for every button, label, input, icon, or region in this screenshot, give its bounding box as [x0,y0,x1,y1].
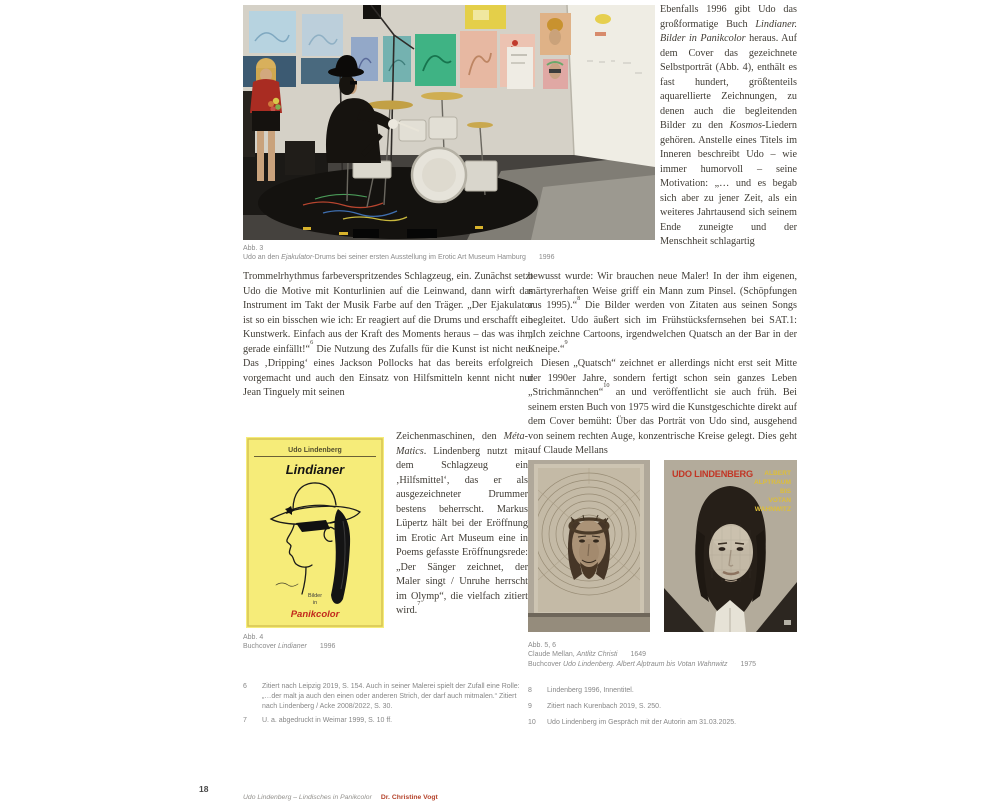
running-title: Udo Lindenberg – Lindisches in Panikcolor [243,794,372,801]
figure-4-label: Abb. 4 [243,634,264,641]
footnote-6 [243,682,523,711]
body-text-left: Trommelrhythmus farbeverspritzendes Schlagzeug, ein. Zunächst setzt Udo die Motive mit Konturlinien auf die Leinwand, dann wirft das Instrument im Takt der Musik Farbe auf den Träger. „Der Ejakulator ist so ein bisschen wie ich: Er reagiert auf die Drums und erschafft ein Kunstwerk. Einfach aus der Kraft des Moments heraus – das was ihm gerade einfällt!“$^6$ Die Nutzung des Zufalls für die Kunst ist nicht neu. Das ‚Dripping‘ eines Jackson Pollocks hat das bereits erfolgreich vorgemacht und auch den Einsatz von Hilfsmitteln kennt nicht nur Jean Tinguely mit seinen [243,271,533,398]
author-name: Dr. Christine Vogt [380,794,438,801]
lindianer-sub2: in [312,600,318,606]
footnotes-left [243,682,523,731]
figure-6-album-cover [664,460,797,632]
footnote-9 [528,702,813,712]
figure-56-caption [528,641,828,669]
figure-4-caption [243,633,503,652]
figure-3-label: Abb. 3 [243,245,264,252]
lindianer-cover-illustration [246,437,384,628]
footnote-6-number: 6 [243,683,247,690]
figure-6-caption-text: Buchcover Udo Lindenberg. Albert Alptraum bis Votan Wahnwitz [528,660,728,668]
footnote-10-text: Udo Lindenberg im Gespräch mit der Autorin am 31.03.2025. [547,718,737,726]
figure-4-caption-text: Buchcover Lindianer [243,643,307,651]
footer-line [243,786,438,804]
lindianer-sub3-panikcolor: Panikcolor [290,609,340,620]
footnote-7-number: 7 [243,717,247,725]
figure-4-year: 1996 [319,643,336,651]
footnote-9-text: Zitiert nach Kurenbach 2019, S. 250. [547,702,662,710]
svg-text:ALBERT: ALBERT [764,470,791,477]
footnote-10-number: 10 [528,718,536,726]
lindianer-title: Lindianer [285,462,345,477]
body-text-right-wide [528,270,797,458]
footnote-6-text: Zitiert nach Leipzig 2019, S. 154. Auch in seiner Malerei spielt der Zufall eine Rolle: „…der malt ja auch den einen oder anderen Strich, der darf auch mitmalen.“ Zitiert nach Lindenberg / Acke 2008/2022, S. 30. [262,683,520,710]
page-number: 18 [199,784,209,794]
figure-3-caption [243,244,655,263]
figure-3-photo [243,5,655,240]
svg-text:VOTAN: VOTAN [768,497,791,504]
album-cover-illustration [664,460,797,632]
body-text-middle: Zeichenmaschinen, den Méta-Matics. Lindenberg nutzt mit dem Schlagzeug ein ‚Hilfsmittel‘, das er als ausgezeichneter Drummer bestens beherrscht. Markus Lüpertz hält bei der Eröffnung im Erotic Art Museum eine in Poems gefasste Eröffnungsrede: „Der Sänger zeichnet, der Maler singt / Unruhe herrscht im Olymp“, die vielfach zitiert wird.$^7$ [396,431,528,616]
right-paragraph-1: bewusst wurde: Wir brauchen neue Maler! In der ihm eigenen, märtyrerhaften Weise griff ein Mann zum Pinsel. (Schöpfungen aus 1995).“$^8$ Die Bilder werden von Zitaten aus seinen Songs begleitet. Udo äußert sich im Frühstücksfernsehen bei SAT.1: „Ich zeichne Cartoons, irgendwelchen Quatsch an der Bar in der Kneipe.“$^9$ [528,271,797,355]
mellan-etching-illustration [528,460,650,632]
figure-5-mellan-etching [528,460,650,632]
footnote-10 [528,718,813,728]
exhibition-photo-illustration [243,5,655,240]
lindianer-sub1: Bilder [307,593,323,599]
svg-text:BIS: BIS [780,488,791,495]
album-artist: UDO LINDENBERG [672,469,753,479]
christ-face [568,515,610,580]
footnote-7-text: U. a. abgedruckt in Weimar 1999, S. 10 ff. [262,717,393,725]
figure-6-year: 1975 [740,660,757,668]
footnote-7 [243,716,523,726]
figure-5-year: 1649 [630,651,647,659]
figure-3-year: 1996 [538,254,555,262]
footnote-8-number: 8 [528,687,532,694]
footnotes-right [528,686,813,732]
right-paragraph-2: Diesen „Quatsch“ zeichnet er allerdings nicht erst seit Mitte der 1990er Jahre, sondern fertigt schon sein ganzes Leben „Strichmännchen“$^{10}$ an und veröffentlicht sie auch früh. Bei seinem ersten Buch von 1975 wird die Kunstgeschichte direkt auf dem Cover bemüht: Über das Porträt von Udo sind, ausgehend von seinem rechten Auge, konzentrische Kreise gelegt. Dies geht auf Claude Mellans [528,358,797,456]
figure-56-label: Abb. 5, 6 [528,642,557,649]
figure-5-caption-text: Claude Mellan, Antlitz Christi [528,651,618,659]
svg-text:WAHNWITZ: WAHNWITZ [754,506,791,513]
footnote-8-text: Lindenberg 1996, Innentitel. [547,687,634,694]
lindianer-artist: Udo Lindenberg [288,447,342,454]
figure-3-caption-text: Udo an den Ejakulator-Drums bei seiner ersten Ausstellung im Erotic Art Museum Hamburg [243,254,526,262]
footnote-8 [528,686,813,696]
figure-4-lindianer-cover [246,437,384,628]
footnote-9-number: 9 [528,702,532,710]
svg-text:ALPTRAUM: ALPTRAUM [754,479,791,486]
page-footer [0,784,1000,801]
body-text-right-narrow: Ebenfalls 1996 gibt Udo das großformatige Buch Lindianer. Bilder in Panikcolor heraus. Auf dem Cover das gezeichnete Selbstporträt (Abb. 4), enthält es fast hundert, größtenteils aquarellierte Zeichnungen, zu denen auch die begleitenden Bilder zu den Kosmos-Liedern gehören. Anstelle eines Titels im Inneren beschreibt Udo – wie immer humorvoll – seine Motivation: „… und es begab sich aber zu jener Zeit, als ein weiteres Jahrtausend sich seinem Ende zuneigte und der Menschheit schlagartig [660,4,797,247]
